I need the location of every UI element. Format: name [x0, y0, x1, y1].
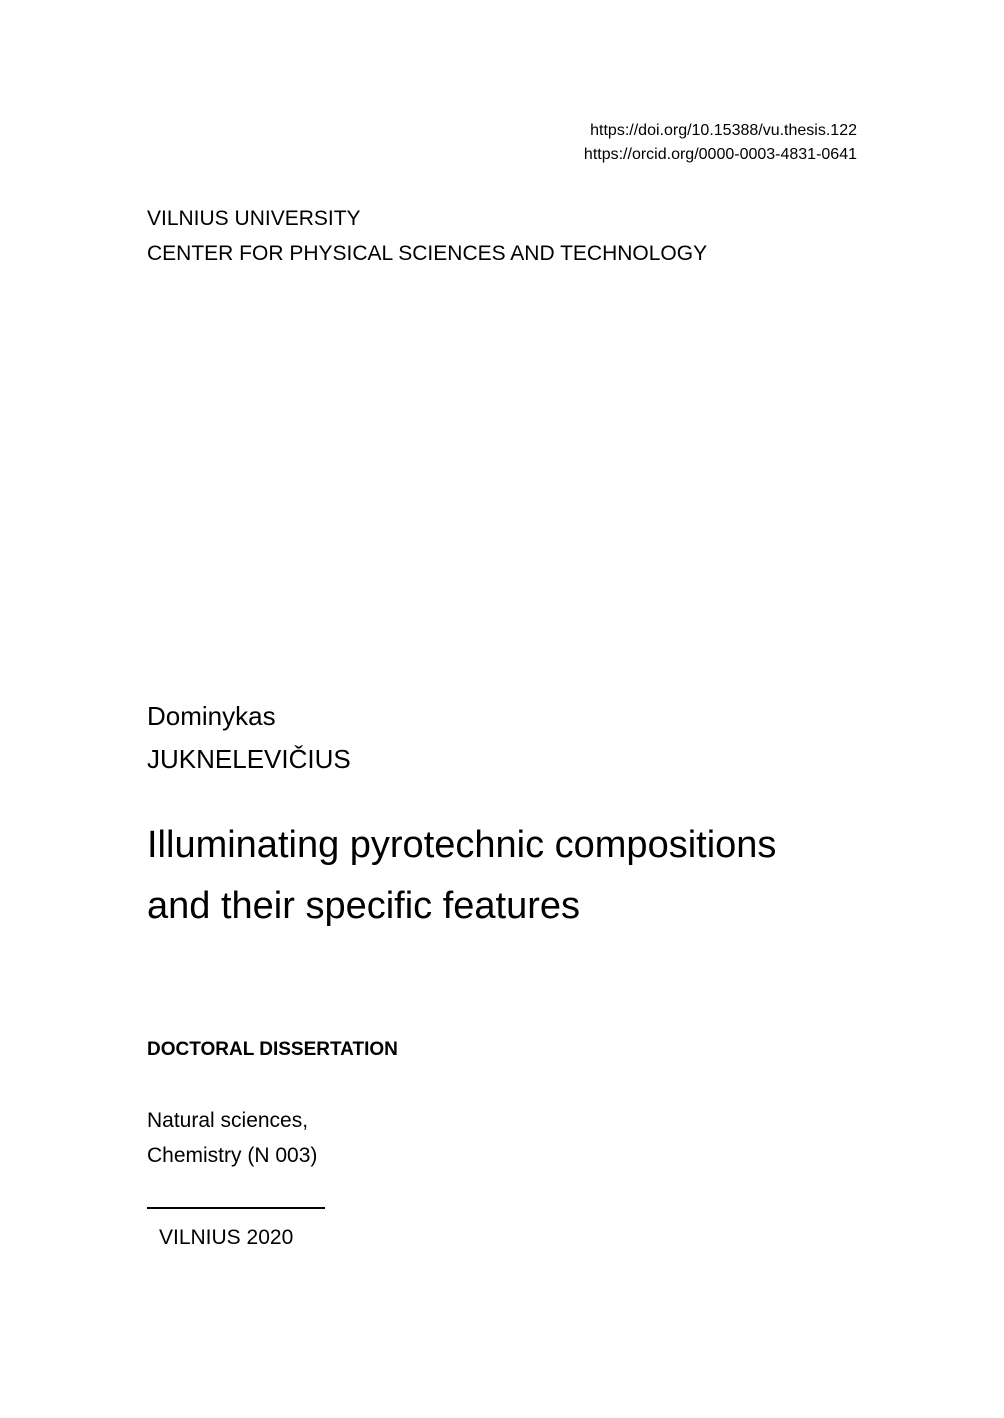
author-first-name: Dominykas — [147, 701, 276, 731]
author-last-name: JUKNELEVIČIUS — [147, 744, 351, 774]
field-line-2: Chemistry (N 003) — [147, 1144, 318, 1167]
author-block — [147, 695, 351, 781]
title-line-2: and their specific features — [147, 885, 581, 927]
doi-link[interactable]: https://doi.org/10.15388/vu.thesis.122 — [590, 122, 857, 139]
city-year: VILNIUS 2020 — [159, 1226, 294, 1249]
orcid-link[interactable]: https://orcid.org/0000-0003-4831-0641 — [583, 146, 857, 163]
degree-label: DOCTORAL DISSERTATION — [147, 1039, 398, 1060]
field-line-1: Natural sciences, — [147, 1109, 309, 1132]
university-name: VILNIUS UNIVERSITY — [147, 207, 361, 230]
identifiers-block — [584, 119, 857, 167]
dissertation-title — [147, 815, 907, 937]
institution-block — [147, 201, 707, 271]
divider-line — [147, 1207, 325, 1209]
center-name: CENTER FOR PHYSICAL SCIENCES AND TECHNOLOGY — [147, 242, 708, 265]
field-block — [147, 1103, 317, 1173]
title-line-1: Illuminating pyrotechnic compositions — [147, 824, 777, 866]
